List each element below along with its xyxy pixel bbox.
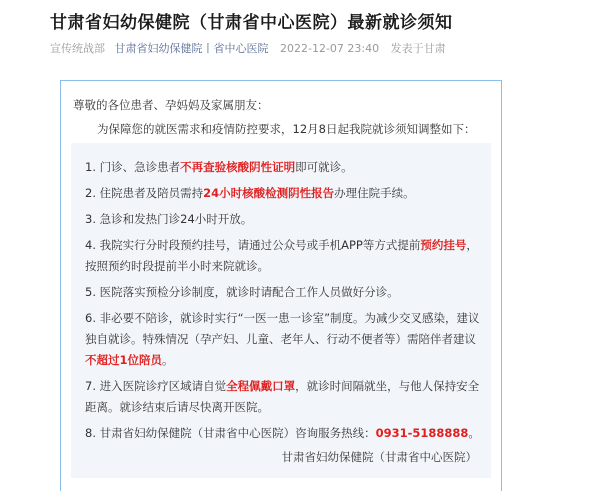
notice-item-text: 5. 医院落实预检分诊制度，就诊时请配合工作人员做好分诊。 xyxy=(85,285,399,299)
notice-item xyxy=(85,423,483,444)
notice-item xyxy=(85,308,483,371)
notice-item-text: 即可就诊。 xyxy=(295,160,353,174)
notice-item-highlight: 0931-5188888 xyxy=(375,426,469,440)
notice-item xyxy=(85,183,483,204)
notice-item xyxy=(85,157,483,178)
notice-item-highlight: 不再查验核酸阴性证明 xyxy=(180,160,296,174)
notice-item xyxy=(85,282,483,303)
notice-item-text: 6. 非必要不陪诊，就诊时实行“一医一患一诊室”制度。为减少交叉感染，建议独自就诊。特殊情况（孕产妇、儿童、老年人、行动不便者等）需陪伴者建议 xyxy=(85,311,480,346)
notice-signature: 甘肃省妇幼保健院（甘肃省中心医院） xyxy=(281,450,477,464)
notice-greeting: 尊敬的各位患者、孕妈妈及家属朋友： xyxy=(73,98,269,112)
notice-item-highlight: 预约挂号 xyxy=(420,238,467,252)
notice-item-highlight: 不超过1位陪员 xyxy=(85,353,163,367)
notice-item-text: ，按照预约时段提前半小时来院就诊。 xyxy=(85,238,478,273)
article-source: 宣传统战部 xyxy=(50,42,105,55)
notice-item-text: 8. 甘肃省妇幼保健院（甘肃省中心医院）咨询服务热线： xyxy=(85,426,376,440)
notice-item-text: 2. 住院患者及陪员需持 xyxy=(85,186,204,200)
notice-item xyxy=(85,235,483,277)
notice-item-text: ，就诊时间隔就坐，与他人保持安全距离。就诊结束后请尽快离开医院。 xyxy=(85,379,480,414)
notice-item-text: 4. 我院实行分时段预约挂号，请通过公众号或手机APP等方式提前 xyxy=(85,238,421,252)
notice-item xyxy=(85,376,483,418)
notice-card xyxy=(60,80,502,491)
publish-time: 2022-12-07 23:40 xyxy=(280,42,380,55)
notice-item-text: 1. 门诊、急诊患者 xyxy=(85,160,181,174)
notice-item-highlight: 24小时核酸检测阴性报告 xyxy=(203,186,335,200)
article-title: 甘肃省妇幼保健院（甘肃省中心医院）最新就诊须知 xyxy=(50,13,453,33)
notice-item-text: 。 xyxy=(468,426,480,440)
notice-item xyxy=(85,209,483,230)
notice-intro: 为保障您的就医需求和疫情防控要求，12月8日起我院就诊须知调整如下： xyxy=(97,122,476,136)
publish-location: 发表于甘肃 xyxy=(390,42,446,55)
notice-item-highlight: 全程佩戴口罩 xyxy=(226,379,296,393)
notice-item-text: 办理住院手续。 xyxy=(334,186,415,200)
notice-panel xyxy=(71,143,491,478)
account-name-link[interactable]: 甘肃省妇幼保健院丨省中心医院 xyxy=(114,42,269,55)
notice-items-list xyxy=(85,157,483,449)
notice-item-text: 7. 进入医院诊疗区域请自觉 xyxy=(85,379,227,393)
notice-item-text: 3. 急诊和发热门诊24小时开放。 xyxy=(85,212,253,226)
article-meta xyxy=(50,40,446,56)
notice-item-text: 。 xyxy=(162,353,174,367)
